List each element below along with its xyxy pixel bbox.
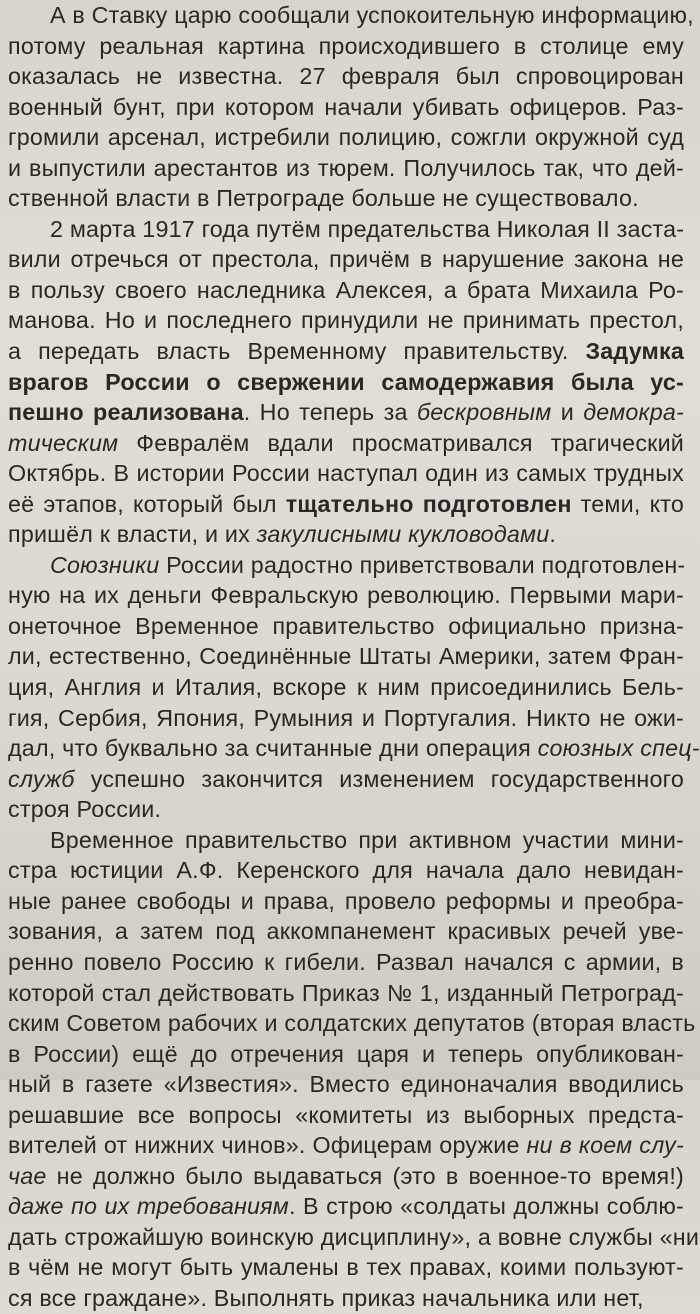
text-run: 2 марта 1917 года путём предательства Николая II заста- [50, 215, 685, 242]
text-column [8, 0, 700, 1314]
italic-text: закулисными кукловодами [256, 521, 550, 548]
text-line [8, 305, 684, 336]
text-line [8, 214, 684, 245]
text-line [8, 397, 684, 428]
text-line [8, 1130, 684, 1161]
italic-text: союзных спец- [537, 735, 700, 762]
text-run: а передать власть Временному правительству. [8, 338, 586, 365]
text-line [8, 31, 684, 62]
text-line [8, 1222, 700, 1253]
text-run: . В строю «солдаты должны соблю- [288, 1193, 684, 1220]
text-run: ским Советом рабочих и солдатских депутатов (вторая власть [8, 1010, 696, 1037]
text-run: А в Ставку царю сообщали успокоительную информацию, [50, 2, 694, 28]
text-line [8, 855, 684, 886]
text-run: стра юстиции А.Ф. Керенского для начала дало невидан- [8, 857, 684, 884]
text-line [8, 122, 684, 153]
italic-text: служб [8, 765, 75, 792]
text-run: Октябрь. В истории России наступал один из самых трудных [8, 460, 684, 487]
text-run: вителей от нижних чинов». Офицерам оружие [8, 1132, 527, 1159]
italic-text: даже по их требованиям [8, 1193, 289, 1220]
text-run: ную на их деньги Февральскую революцию. Первыми мари- [8, 582, 684, 609]
paragraph [8, 214, 684, 550]
text-run: ренно повело Россию к гибели. Развал начался с армии, в [8, 948, 684, 975]
text-line [8, 1069, 684, 1100]
text-run: ция, Англия и Италия, вскоре к ним присоединились Бель- [8, 674, 684, 701]
text-run: манова. Но и последнего принудили не принимать престол, [8, 307, 684, 334]
paragraph [8, 550, 700, 825]
italic-text: Союзники [50, 551, 160, 578]
text-line [8, 275, 684, 306]
text-run: ные ранее свободы и права, провело реформы и преобра- [8, 887, 684, 914]
bold-text: врагов России о свержении самодержавия была ус- [8, 368, 684, 395]
text-run: потому реальная картина происходившего в столице ему [8, 32, 684, 59]
text-line [8, 336, 684, 367]
text-line [8, 916, 684, 947]
text-run: дал, что буквально за считанные дни операция [8, 735, 538, 762]
text-run: громили арсенал, истребили полицию, сожгли окружной суд [8, 124, 684, 151]
text-line [8, 244, 684, 275]
text-line [8, 703, 684, 734]
text-line [8, 458, 684, 489]
text-line [8, 641, 684, 672]
text-line [8, 672, 684, 703]
text-run: в пользу своего наследника Алексея, а брата Михаила Ро- [8, 276, 684, 303]
text-line [8, 428, 684, 459]
text-run: и [551, 399, 584, 426]
text-line [8, 733, 700, 764]
text-run: Февралём вдали просматривался трагический [118, 429, 684, 456]
text-run: ся все граждане». Выполнять приказ начальника или нет, [8, 1284, 644, 1311]
text-run: теми, кто [571, 490, 685, 517]
italic-text: демокра- [583, 399, 684, 426]
italic-text: тическим [8, 429, 119, 456]
paragraph [8, 0, 694, 214]
text-line [8, 0, 694, 31]
text-run: Временное правительство при активном участии мини- [50, 826, 684, 853]
text-run: в России) ещё до отречения царя и теперь опубликован- [8, 1040, 684, 1067]
text-run: дать строжайшую воинскую дисциплину», а вовне службы «ни [8, 1223, 700, 1250]
text-run: оказалась не известна. 27 февраля был спровоцирован [8, 63, 684, 90]
text-run: не должно было выдаваться (это в военное-то время!) [46, 1162, 684, 1189]
text-run: ственной власти в Петрограде больше не существовало. [8, 185, 639, 212]
text-line [8, 886, 684, 917]
text-line [8, 489, 684, 520]
text-run: которой стал действовать Приказ № 1, изданный Петроград- [8, 979, 684, 1006]
text-run: ли, естественно, Соединённые Штаты Америки, затем Фран- [8, 643, 684, 670]
text-run: ный в газете «Известия». Вместо единоначалия вводились [8, 1071, 684, 1098]
bold-text: тщательно подготовлен [285, 490, 572, 517]
text-run: военный бунт, при котором начали убивать офицеров. Раз- [8, 93, 684, 120]
text-run: гия, Сербия, Япония, Румыния и Португалия. Никто не ожи- [8, 704, 684, 731]
text-run: в чём не могут быть умалены в тех правах, коими пользуют- [8, 1254, 684, 1281]
text-line [8, 1252, 684, 1283]
text-run: . Но теперь за [243, 399, 417, 426]
text-line [8, 1161, 684, 1192]
text-line [8, 764, 684, 795]
text-line [8, 1191, 684, 1222]
text-run: решавшие все вопросы «комитеты из выборных предста- [8, 1101, 684, 1128]
text-line [8, 61, 684, 92]
text-run: вили отречься от престола, причём в нарушение закона не [8, 246, 684, 273]
text-run: строя России. [8, 796, 162, 823]
text-run: . [549, 521, 557, 548]
text-line [8, 947, 684, 978]
text-line [8, 794, 684, 825]
text-run: пришёл к власти, и их [8, 521, 257, 548]
text-run: онеточное Временное правительство официально призна- [8, 612, 684, 639]
text-line [8, 550, 684, 581]
text-run: зования, а затем под аккомпанемент красивых речей уве- [8, 918, 684, 945]
text-line [8, 1039, 684, 1070]
text-line [8, 367, 684, 398]
text-line [8, 611, 684, 642]
text-line [8, 978, 684, 1009]
italic-text: бескровным [416, 399, 552, 426]
text-run: её этапов, который был [8, 490, 286, 517]
italic-text: чае [8, 1162, 47, 1189]
text-line [8, 580, 684, 611]
text-run: и выпустили арестантов из тюрем. Получилось так, что дей- [8, 154, 684, 181]
bold-text: Задумка [585, 338, 684, 365]
text-line [8, 825, 684, 856]
text-line [8, 1100, 684, 1131]
text-line [8, 183, 684, 214]
italic-text: ни в коем слу- [526, 1132, 684, 1159]
text-line [8, 153, 684, 184]
text-line [8, 1008, 696, 1039]
text-line [8, 519, 684, 550]
text-line [8, 92, 684, 123]
text-line [8, 1283, 684, 1314]
paragraph [8, 825, 700, 1314]
bold-text: пешно реализована [8, 399, 244, 426]
text-run: успешно закончится изменением государственного [74, 765, 684, 792]
text-run: России радостно приветствовали подготовлен- [159, 551, 686, 578]
